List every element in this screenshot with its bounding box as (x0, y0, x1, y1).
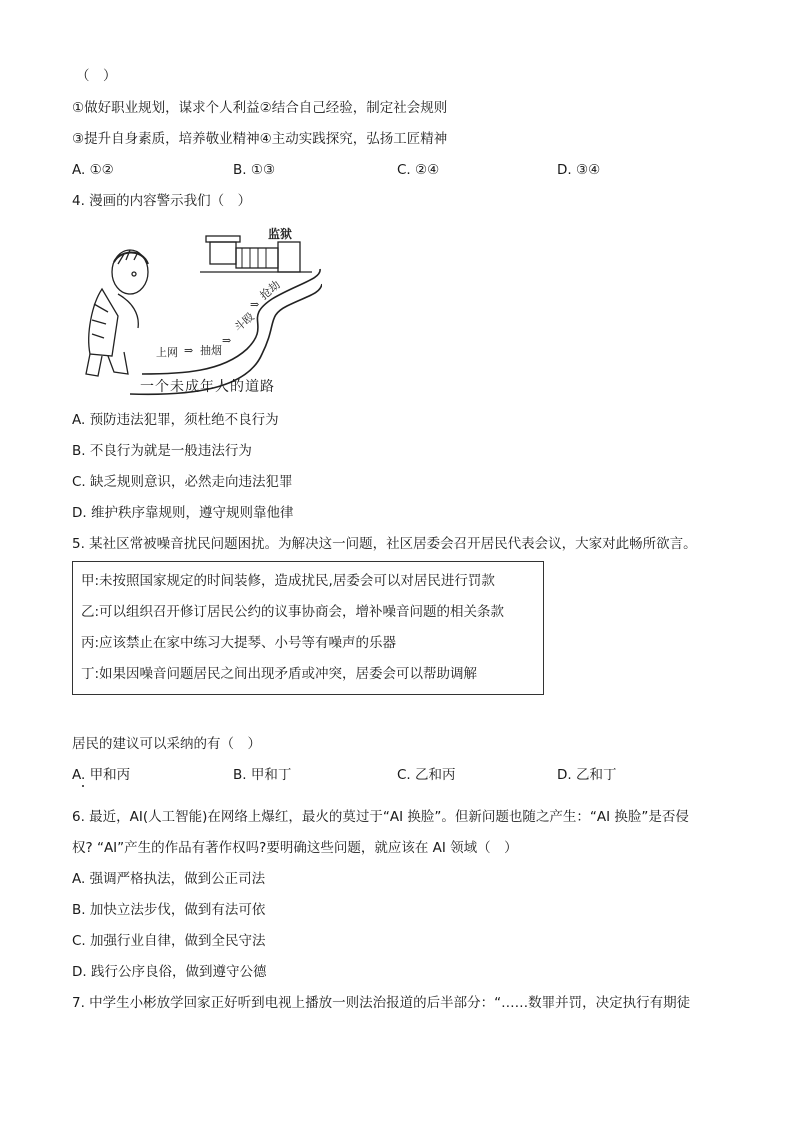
q6-option-b: B. 加快立法步伐，做到有法可依 (72, 902, 266, 918)
path-step-arrow-3: ⇒ (250, 298, 260, 311)
stray-dot (82, 785, 84, 787)
q3-option-d: D. ③④ (557, 162, 601, 178)
boy-figure (86, 250, 148, 376)
prison-building (200, 236, 312, 272)
q4-option-c: C. 缺乏规则意识，必然走向违法犯罪 (72, 474, 293, 490)
q3-items-line2: ③提升自身素质，培养敬业精神④主动实践探究，弘扬工匠精神 (72, 131, 448, 147)
q4-option-d: D. 维护秩序靠规则，遵守规则靠他律 (72, 505, 294, 521)
q6-stem-line1: 6. 最近，AI(人工智能)在网络上爆红，最火的莫过于“AI 换脸”。但新问题也随之产生：“AI 换脸”是否侵 (72, 809, 689, 825)
cartoon-caption: 一个未成年人的道路 (140, 379, 275, 395)
path-step-arrow-2: ⇒ (222, 334, 232, 347)
q5-stem: 5. 某社区常被噪音扰民问题困扰。为解决这一问题，社区居委会召开居民代表会议，大家对此畅所欲言。 (72, 536, 697, 552)
q4-option-a: A. 预防违法犯罪，须杜绝不良行为 (72, 412, 279, 428)
q6-option-c: C. 加强行业自律，做到全民守法 (72, 933, 266, 949)
q5-option-c: C. 乙和丙 (397, 767, 456, 783)
q3-option-b: B. ①③ (233, 162, 276, 178)
q5-prompt: 居民的建议可以采纳的有（ ） (72, 736, 261, 752)
path-step-3: 斗殴 (231, 310, 257, 335)
suggestion-bing: 丙:应该禁止在家中练习大提琴、小号等有噪声的乐器 (81, 635, 397, 651)
q6-stem-line2: 权? “AI”产生的作品有著作权吗?要明确这些问题，就应该在 AI 领域（ ） (72, 840, 518, 856)
q7-stem-line1: 7. 中学生小彬放学回家正好听到电视上播放一则法治报道的后半部分：“……数罪并罚，决定执行有期徒 (72, 995, 691, 1011)
q5-suggestions-box (72, 561, 544, 695)
path-step-4: 抢劫 (257, 278, 283, 303)
suggestion-ding: 丁:如果因噪音问题居民之间出现矛盾或冲突，居委会可以帮助调解 (81, 666, 478, 682)
q4-stem: 4. 漫画的内容警示我们（ ） (72, 193, 252, 209)
q3-option-c: C. ②④ (397, 162, 440, 178)
q6-option-a: A. 强调严格执法，做到公正司法 (72, 871, 266, 887)
q6-option-d: D. 践行公序良俗，做到遵守公德 (72, 964, 267, 980)
q5-option-a: A. 甲和丙 (72, 767, 131, 783)
q3-option-a: A. ①② (72, 162, 114, 178)
path-step-2: 抽烟 (200, 344, 222, 357)
prison-label: 监狱 (268, 227, 293, 241)
path-step-arrow-1: ⇒ (184, 344, 194, 357)
suggestion-yi: 乙:可以组织召开修订居民公约的议事协商会，增补噪音问题的相关条款 (81, 604, 505, 620)
q3-items-line1: ①做好职业规划，谋求个人利益②结合自己经验，制定社会规则 (72, 100, 448, 116)
path-step-1: 上网 (156, 346, 178, 359)
q4-option-b: B. 不良行为就是一般违法行为 (72, 443, 252, 459)
q3-answer-paren: （ ） (76, 68, 117, 84)
q5-option-b: B. 甲和丁 (233, 767, 292, 783)
suggestion-jia: 甲:未按照国家规定的时间装修，造成扰民,居委会可以对居民进行罚款 (81, 573, 495, 589)
q5-option-d: D. 乙和丁 (557, 767, 617, 783)
